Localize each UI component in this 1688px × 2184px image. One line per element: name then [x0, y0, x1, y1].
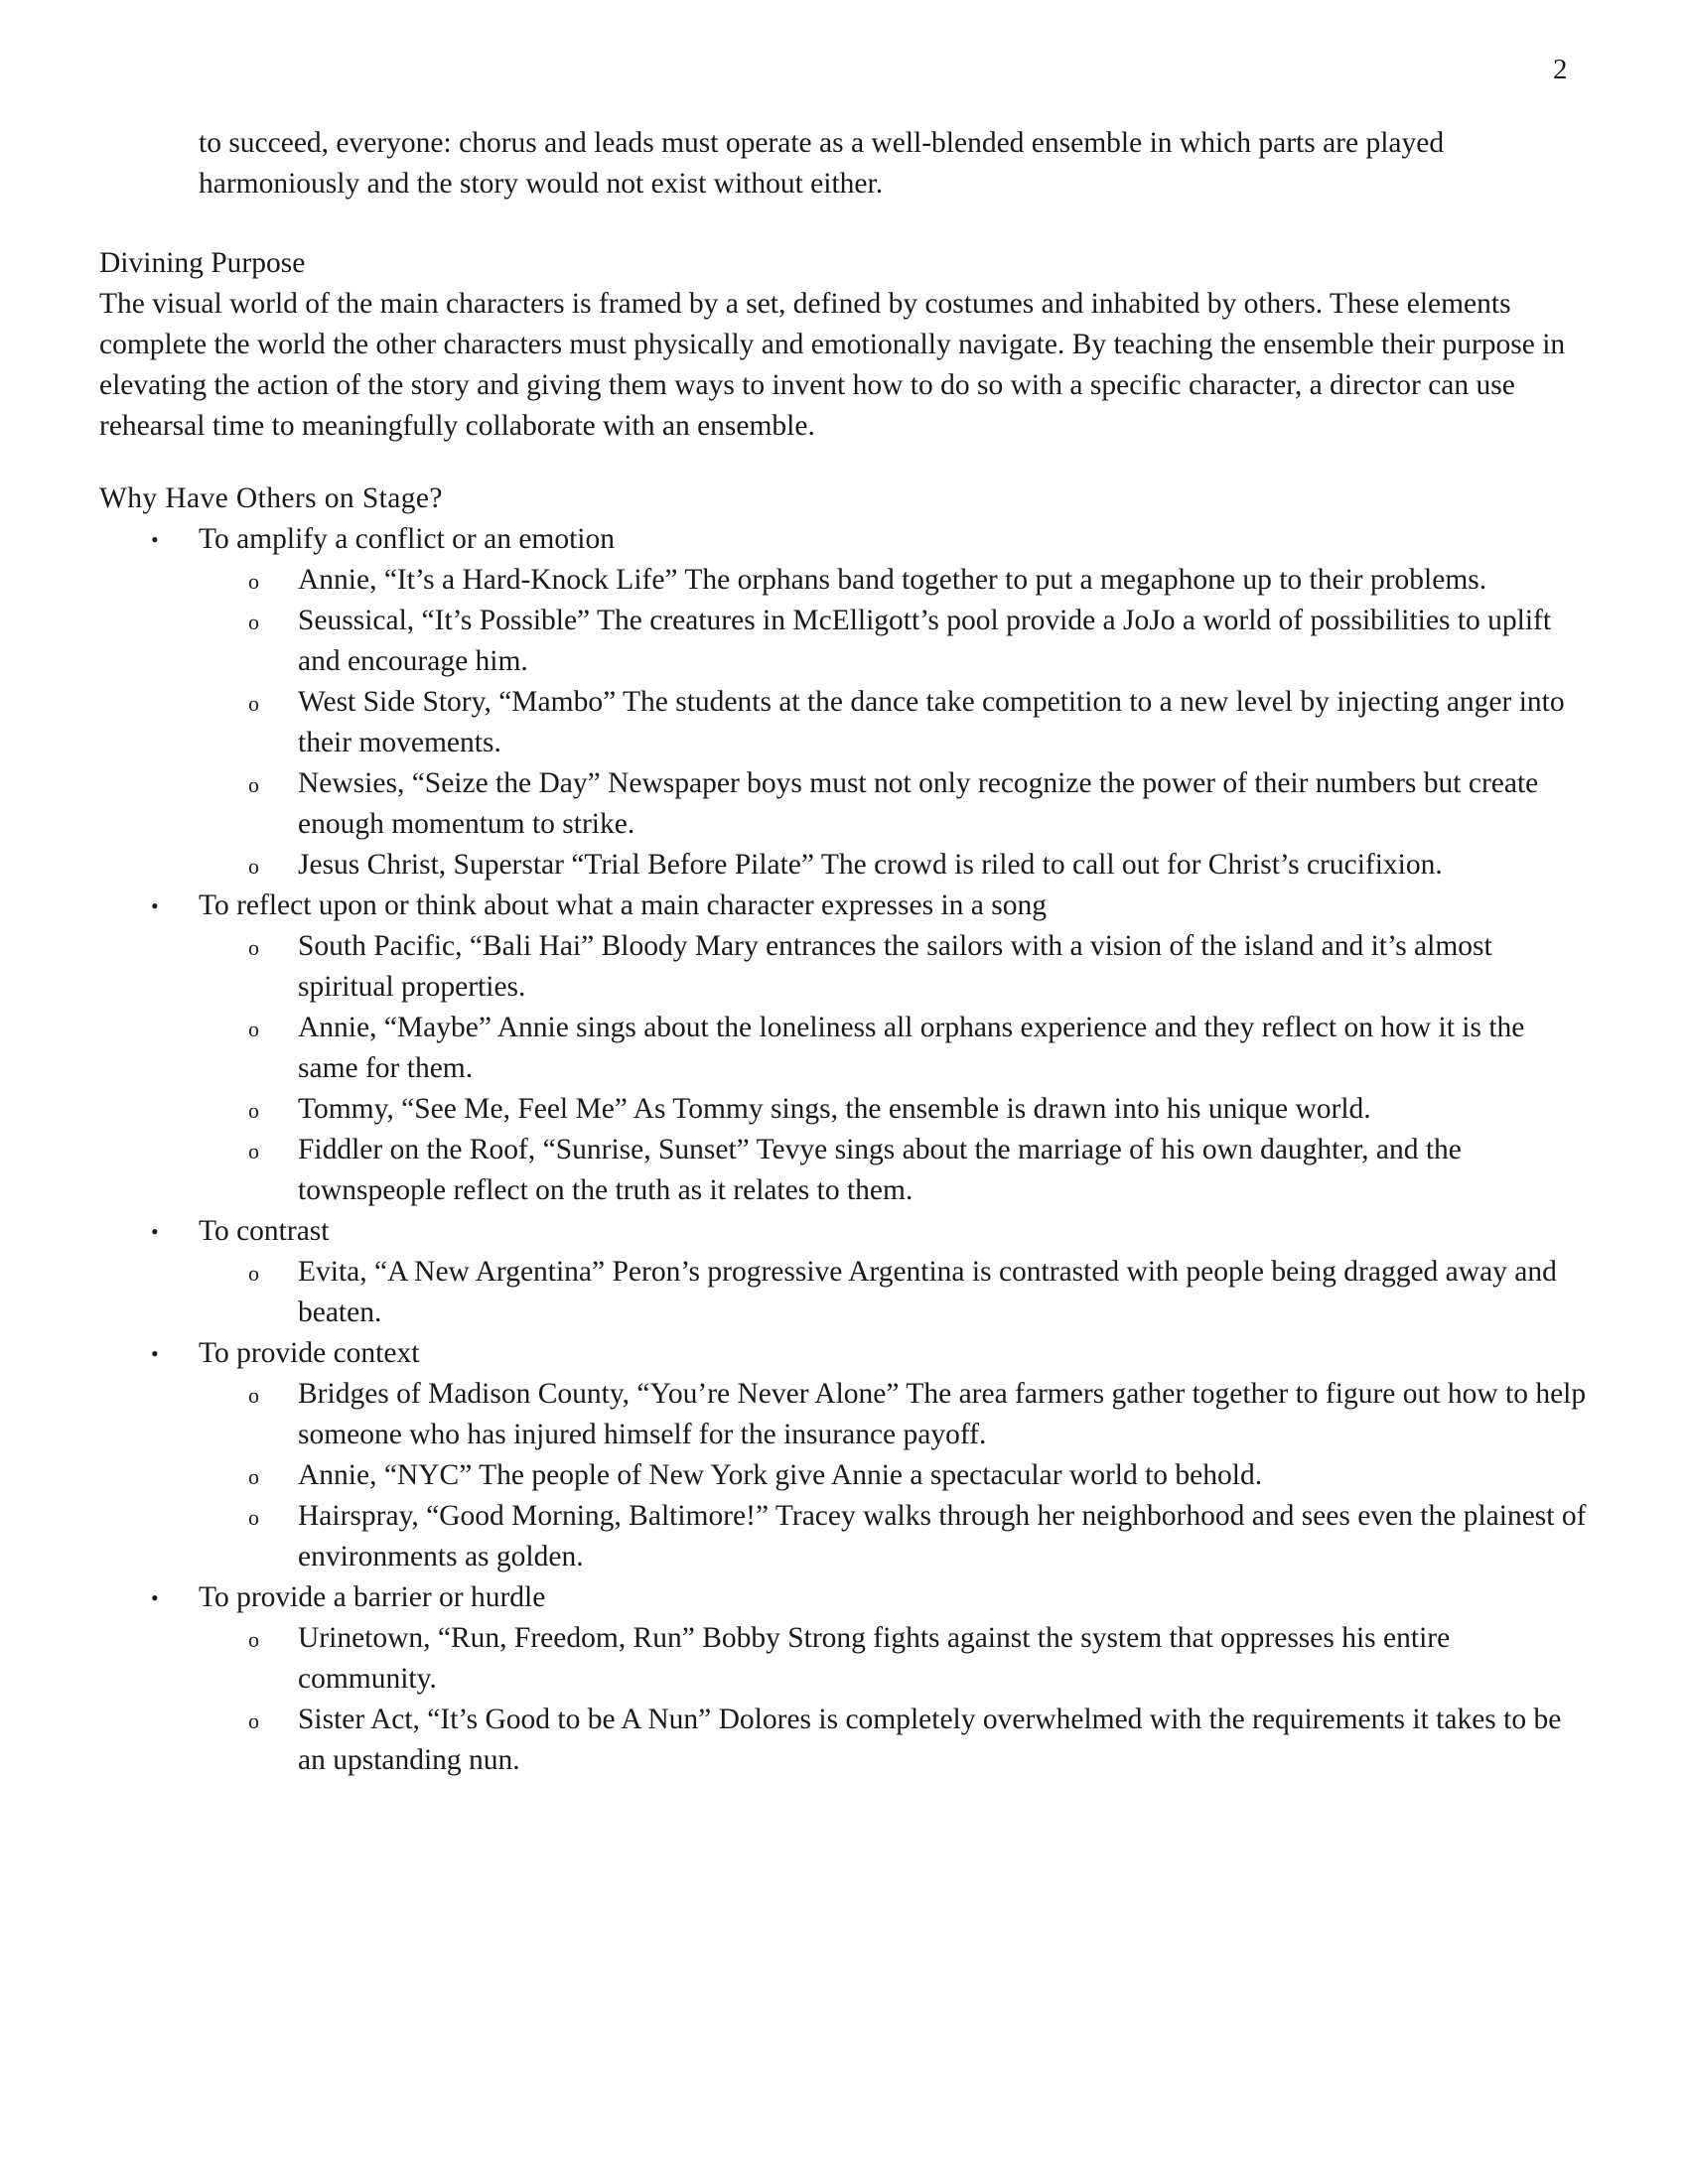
hollow-circle-bullet-icon: o	[248, 1627, 259, 1652]
bullet-point-icon: •	[151, 527, 159, 552]
hollow-circle-bullet-icon: o	[248, 1261, 259, 1286]
bullet-point-icon: •	[151, 1585, 159, 1610]
sub-bullet-text: Hairspray, “Good Morning, Baltimore!” Tracey walks through her neighborhood and sees even the plainest of environments as golden.	[298, 1500, 1587, 1572]
hollow-circle-bullet-icon: o	[248, 1383, 259, 1408]
hollow-circle-bullet-icon: o	[248, 1098, 259, 1123]
sub-bullet-item	[199, 1374, 1589, 1455]
sub-bullet-item	[199, 1089, 1589, 1130]
sub-bullet-item	[199, 763, 1589, 845]
sub-bullet-item	[199, 845, 1589, 886]
bullet-label: To contrast	[199, 1215, 330, 1247]
sub-bullet-item	[199, 1618, 1589, 1700]
sub-bullet-text: Annie, “NYC” The people of New York give Annie a spectacular world to behold.	[298, 1459, 1263, 1491]
bullet-point-icon: •	[151, 1341, 159, 1366]
divining-purpose-paragraph: The visual world of the main characters is framed by a set, defined by costumes and inhabited by others. These elements complete the world the other characters must physically and emotionally navigate. By teaching the ensemble their purpose in elevating the action of the story and giving them ways to invent how to do so with a specific character, a director can use rehearsal time to meaningfully collaborate with an ensemble.	[99, 288, 1566, 442]
section-heading-divining-purpose: Divining Purpose	[99, 247, 306, 279]
sub-bullet-text: Fiddler on the Roof, “Sunrise, Sunset” Tevye sings about the marriage of his own daughter, and the townspeople reflect on the truth as it relates to them.	[298, 1134, 1462, 1206]
section-heading-why-have-others: Why Have Others on Stage?	[99, 482, 443, 514]
intro-continuation-paragraph: to succeed, everyone: chorus and leads must operate as a well-blended ensemble in which parts are played harmoniously and the story would not exist without either.	[199, 127, 1445, 200]
sub-bullet-item	[199, 560, 1589, 601]
bullet-label: To reflect upon or think about what a main character expresses in a song	[199, 889, 1047, 921]
sub-bullet-text: Evita, “A New Argentina” Peron’s progressive Argentina is contrasted with people being dragged away and beaten.	[298, 1256, 1557, 1328]
hollow-circle-bullet-icon: o	[248, 772, 259, 797]
sub-bullet-item	[199, 1008, 1589, 1089]
page-content	[99, 123, 1589, 1781]
sub-bullet-text: Newsies, “Seize the Day” Newspaper boys must not only recognize the power of their numbers but create enough momentum to strike.	[298, 767, 1539, 840]
sub-bullet-list	[199, 926, 1589, 1211]
sub-bullet-item	[199, 1252, 1589, 1333]
page-number: 2	[1553, 54, 1568, 85]
hollow-circle-bullet-icon: o	[248, 1139, 259, 1163]
hollow-circle-bullet-icon: o	[248, 569, 259, 594]
sub-bullet-text: Bridges of Madison County, “You’re Never Alone” The area farmers gather together to figure out how to help someone who has injured himself for the insurance payoff.	[298, 1378, 1587, 1450]
hollow-circle-bullet-icon: o	[248, 1017, 259, 1041]
sub-bullet-text: Jesus Christ, Superstar “Trial Before Pilate” The crowd is riled to call out for Christ’s crucifixion.	[298, 849, 1443, 881]
sub-bullet-item	[199, 1496, 1589, 1577]
hollow-circle-bullet-icon: o	[248, 1464, 259, 1489]
sub-bullet-text: Sister Act, “It’s Good to be A Nun” Dolores is completely overwhelmed with the requirements it takes to be an upstanding nun.	[298, 1704, 1562, 1776]
bullet-label: To amplify a conflict or an emotion	[199, 523, 616, 555]
hollow-circle-bullet-icon: o	[248, 691, 259, 716]
bullet-point-icon: •	[151, 1219, 159, 1244]
sub-bullet-text: Annie, “It’s a Hard-Knock Life” The orphans band together to put a megaphone up to their problems.	[298, 564, 1487, 596]
hollow-circle-bullet-icon: o	[248, 610, 259, 634]
hollow-circle-bullet-icon: o	[248, 854, 259, 879]
sub-bullet-item	[199, 926, 1589, 1008]
sub-bullet-text: Tommy, “See Me, Feel Me” As Tommy sings, the ensemble is drawn into his unique world.	[298, 1093, 1371, 1125]
sub-bullet-item	[199, 601, 1589, 682]
bullet-item	[99, 886, 1589, 1211]
bullet-label: To provide a barrier or hurdle	[199, 1581, 546, 1613]
sub-bullet-item	[199, 1700, 1589, 1781]
purpose-bullet-list	[99, 519, 1589, 1781]
sub-bullet-list	[199, 1618, 1589, 1781]
sub-bullet-text: South Pacific, “Bali Hai” Bloody Mary entrances the sailors with a vision of the island and it’s almost spiritual properties.	[298, 930, 1492, 1003]
bullet-item	[99, 1333, 1589, 1577]
sub-bullet-text: West Side Story, “Mambo” The students at the dance take competition to a new level by injecting anger into their movements.	[298, 686, 1565, 758]
bullet-item	[99, 1577, 1589, 1781]
sub-bullet-list	[199, 1374, 1589, 1577]
sub-bullet-text: Annie, “Maybe” Annie sings about the loneliness all orphans experience and they reflect on how it is the same for them.	[298, 1012, 1525, 1084]
sub-bullet-text: Urinetown, “Run, Freedom, Run” Bobby Strong fights against the system that oppresses his entire community.	[298, 1622, 1451, 1695]
hollow-circle-bullet-icon: o	[248, 935, 259, 960]
bullet-label: To provide context	[199, 1337, 420, 1369]
bullet-item	[99, 519, 1589, 886]
sub-bullet-text: Seussical, “It’s Possible” The creatures in McElligott’s pool provide a JoJo a world of possibilities to uplift and encourage him.	[298, 605, 1552, 677]
bullet-item	[99, 1211, 1589, 1333]
sub-bullet-item	[199, 1455, 1589, 1496]
sub-bullet-list	[199, 560, 1589, 886]
sub-bullet-item	[199, 1130, 1589, 1211]
sub-bullet-list	[199, 1252, 1589, 1333]
sub-bullet-item	[199, 682, 1589, 763]
hollow-circle-bullet-icon: o	[248, 1708, 259, 1733]
bullet-point-icon: •	[151, 893, 159, 918]
hollow-circle-bullet-icon: o	[248, 1505, 259, 1530]
